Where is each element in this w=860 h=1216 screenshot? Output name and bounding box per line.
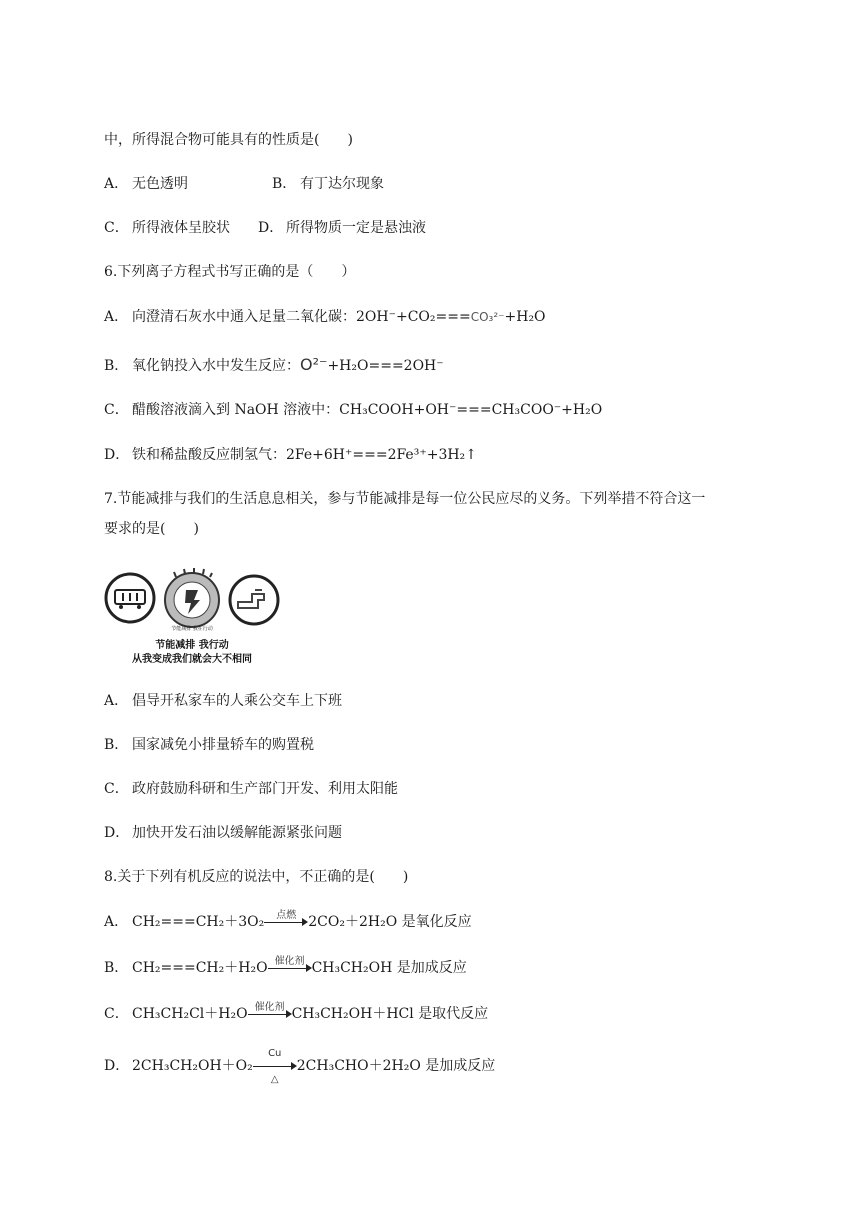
q8-option-a-products: 2CO₂＋2H₂O 是氧化反应 (308, 914, 472, 930)
oxide-ion-image: O²⁻ (300, 355, 328, 374)
q7-option-a[interactable] (104, 692, 342, 710)
q6-option-a-text: 向澄清石灰水中通入足量二氧化碳：2OH⁻+CO₂=== (132, 309, 471, 325)
q5-option-b-label[interactable]: B． (272, 176, 297, 192)
q7-option-d[interactable] (104, 824, 342, 842)
q6-option-b[interactable] (104, 356, 444, 375)
q8-option-d[interactable] (104, 1048, 496, 1085)
reaction-arrow-icon (248, 1002, 292, 1023)
q5-options-row-1 (104, 175, 384, 193)
q7-option-b-label: B． (104, 737, 129, 753)
badge-lettering: 节能减排 我在行动 (171, 626, 213, 632)
q8-stem: 8.关于下列有机反应的说法中，不正确的是( ) (104, 869, 409, 885)
q8-option-b[interactable] (104, 956, 467, 977)
q5-option-a-label[interactable]: A． (104, 176, 129, 192)
q7-option-d-label: D． (104, 825, 130, 841)
q6-option-a[interactable] (104, 308, 546, 326)
reaction-condition: 催化剂 (274, 956, 305, 967)
q6-option-b-text: 氧化钠投入水中发生反应： (132, 358, 300, 374)
q5-option-c-label[interactable]: C． (104, 220, 129, 236)
q8-option-b-products: CH₃CH₂OH 是加成反应 (311, 960, 467, 976)
q6-option-c-label: C． (104, 402, 129, 418)
q6-option-d-label: D． (104, 447, 130, 463)
q6-option-a-tail: +H₂O (504, 309, 546, 325)
q6-option-c-text: 醋酸溶液滴入到 NaOH 溶液中：CH₃COOH+OH⁻===CH₃COO⁻+H₂O (132, 402, 603, 418)
q8-option-d-label: D． (104, 1058, 130, 1074)
q7-stem-line-1: 7.节能减排与我们的生活息息相关，参与节能减排是每一位公民应尽的义务。下列举措不符合这一 (104, 491, 706, 507)
faucet-icon-circle (230, 576, 278, 624)
q5-option-d-text: 所得物质一定是悬浊液 (286, 220, 426, 236)
q6-option-d-text: 铁和稀盐酸反应制氢气：2Fe+6H⁺===2Fe³⁺+3H₂↑ (132, 447, 477, 463)
energy-saving-figure (104, 568, 280, 666)
q8-option-a-label: A． (104, 914, 129, 930)
reaction-arrow-icon (264, 910, 308, 931)
q6-option-c[interactable] (104, 401, 602, 419)
q8-option-a-reactants: CH₂===CH₂＋3O₂ (132, 914, 265, 930)
reaction-arrow-icon (268, 956, 312, 977)
q5-stem: 中，所得混合物可能具有的性质是( ) (104, 132, 353, 148)
energy-saving-illustration (104, 568, 280, 666)
q5-option-c-text: 所得液体呈胶状 (132, 220, 230, 236)
q7-stem-line-2: 要求的是( ) (104, 521, 199, 537)
reaction-condition: 催化剂 (254, 1002, 285, 1013)
q6-option-d[interactable] (104, 446, 477, 464)
q8-option-c-products: CH₃CH₂OH＋HCl 是取代反应 (291, 1006, 489, 1022)
faucet-icon (238, 594, 264, 608)
q7-option-b[interactable] (104, 736, 314, 754)
q8-option-c-reactants: CH₃CH₂Cl＋H₂O (132, 1006, 248, 1022)
q8-option-c-label: C． (104, 1006, 129, 1022)
q7-option-c[interactable] (104, 780, 398, 798)
q8-option-a[interactable] (104, 910, 472, 931)
q7-option-c-text: 政府鼓励科研和生产部门开发、利用太阳能 (132, 781, 398, 797)
carbonate-ion-image: CO₃²⁻ (470, 310, 505, 324)
q5-option-b-text: 有丁达尔现象 (300, 176, 384, 192)
figure-caption-line-2: 从我变成我们就会大不相同 (132, 654, 252, 665)
q5-option-d-label[interactable]: D． (258, 220, 284, 236)
q8-option-b-reactants: CH₂===CH₂＋H₂O (132, 960, 268, 976)
reaction-condition: 点燃 (276, 910, 297, 921)
q6-option-b-tail: +H₂O===2OH⁻ (327, 358, 444, 374)
q8-option-d-products: 2CH₃CHO＋2H₂O 是加成反应 (296, 1058, 496, 1074)
q6-option-a-label: A． (104, 309, 129, 325)
q7-option-c-label: C． (104, 781, 129, 797)
q7-option-a-label: A． (104, 693, 129, 709)
reaction-condition-bottom: △ (270, 1074, 279, 1085)
q8-option-d-reactants: 2CH₃CH₂OH＋O₂ (132, 1058, 253, 1074)
q5-options-row-2 (104, 219, 426, 237)
q7-option-a-text: 倡导开私家车的人乘公交车上下班 (132, 693, 342, 709)
q8-option-b-label: B． (104, 960, 129, 976)
figure-caption-line-1: 节能减排 我行动 (155, 640, 229, 651)
q6-stem: 6.下列离子方程式书写正确的是（ ） (104, 264, 356, 280)
q7-option-d-text: 加快开发石油以缓解能源紧张问题 (132, 825, 342, 841)
q7-option-b-text: 国家减免小排量轿车的购置税 (132, 737, 314, 753)
reaction-condition-top: Cu (268, 1048, 282, 1059)
q8-option-c[interactable] (104, 1002, 489, 1023)
q5-option-a-text: 无色透明 (132, 176, 188, 192)
q6-option-b-label: B． (104, 358, 129, 374)
reaction-arrow-icon (253, 1048, 297, 1085)
